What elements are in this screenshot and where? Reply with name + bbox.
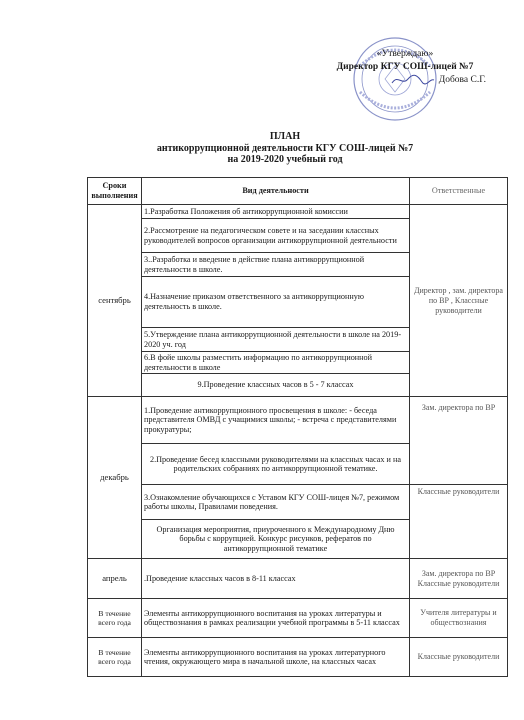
term-september: сентябрь [88, 205, 142, 397]
activity-cell: 3..Разработка и введение в действие плана антикоррупционной деятельности в школе. [142, 253, 410, 277]
approval-block [300, 48, 510, 87]
responsible-whole-year: Учителя литературы и обществознания [410, 599, 508, 638]
activity-cell: Организация мероприятия, приуроченного к Международному Дню борьбы с коррупцией. Конкурс рисунков, рефератов по антикоррупционной тематике [142, 520, 410, 559]
title-line-2: антикоррупционной деятельности КГУ СОШ-лицей №7 [156, 142, 414, 154]
approval-signature-name: Добова С.Г. [438, 75, 486, 86]
responsible-september: Директор , зам. директора по ВР , Классные руководители [410, 205, 508, 397]
header-activity: Вид деятельности [142, 178, 410, 205]
responsible-whole-year: Классные руководители [410, 638, 508, 677]
activity-cell: 5.Утверждение плана антикоррупционной деятельности в школе на 2019-2020 уч. год [142, 328, 410, 352]
plan-table [87, 177, 508, 677]
signature-scribble [390, 74, 436, 86]
table-row [88, 638, 508, 677]
header-term: Сроки выполнения [88, 178, 142, 205]
table-row [88, 205, 508, 219]
title-line-1: ПЛАН [269, 131, 301, 142]
activity-cell: 9.Проведение классных часов в 5 - 7 классах [142, 374, 410, 397]
responsible-december-2: Классные руководители [410, 485, 508, 559]
activity-cell: 1.Проведение антикоррупционного просвещения в школе: - беседа представителя ОМВД с учащимися школы; - встреча с представителями прокуратуры; [142, 397, 410, 444]
activity-cell: Элементы антикоррупционного воспитания на уроках литературы и обществознания в рамках реализации учебной программы в 5-11 классах [142, 599, 410, 638]
responsible-december-1: Зам. директора по ВР [410, 397, 508, 485]
activity-cell: 4.Назначение приказом ответственного за антикоррупционную деятельность в школе. [142, 277, 410, 328]
responsible-april: Зам. директора по ВР Классные руководители [410, 559, 508, 599]
activity-cell: 1.Разработка Положения об антикоррупционной комиссии [142, 205, 410, 219]
approval-position: Директор КГУ СОШ-лицей №7 [336, 62, 474, 72]
table-header-row [88, 178, 508, 205]
term-december: декабрь [88, 397, 142, 559]
document-title [140, 131, 430, 166]
approval-label: «Утверждаю» [376, 49, 434, 59]
approval-signature [300, 74, 510, 87]
table-row [88, 485, 508, 520]
activity-cell: Элементы антикоррупционного воспитания на уроках литературного чтения, окружающего мира в начальной школе, на классных часах [142, 638, 410, 677]
table-row [88, 397, 508, 444]
activity-cell: 3.Ознакомление обучающихся с Уставом КГУ СОШ-лицея №7, режимом работы школы, Правилами поведения. [142, 485, 410, 520]
activity-cell: .Проведение классных часов в 8-11 классах [142, 559, 410, 599]
activity-cell: 6.В фойе школы разместить информацию по антикоррупционной деятельности в школе [142, 352, 410, 374]
header-responsible: Ответственные [410, 178, 508, 205]
term-whole-year: В течение всего года [88, 638, 142, 677]
table-row [88, 599, 508, 638]
table-row [88, 559, 508, 599]
term-april: апрель [88, 559, 142, 599]
title-line-3: на 2019-2020 учебный год [227, 154, 343, 165]
term-whole-year: В течение всего года [88, 599, 142, 638]
activity-cell: 2.Рассмотрение на педагогическом совете и на заседании классных руководителей вопросов организации антикоррупционной деятельности [142, 219, 410, 253]
activity-cell: 2.Проведение бесед классными руководителями на классных часах и на родительских собраниях по антикоррупционной тематике. [142, 444, 410, 485]
